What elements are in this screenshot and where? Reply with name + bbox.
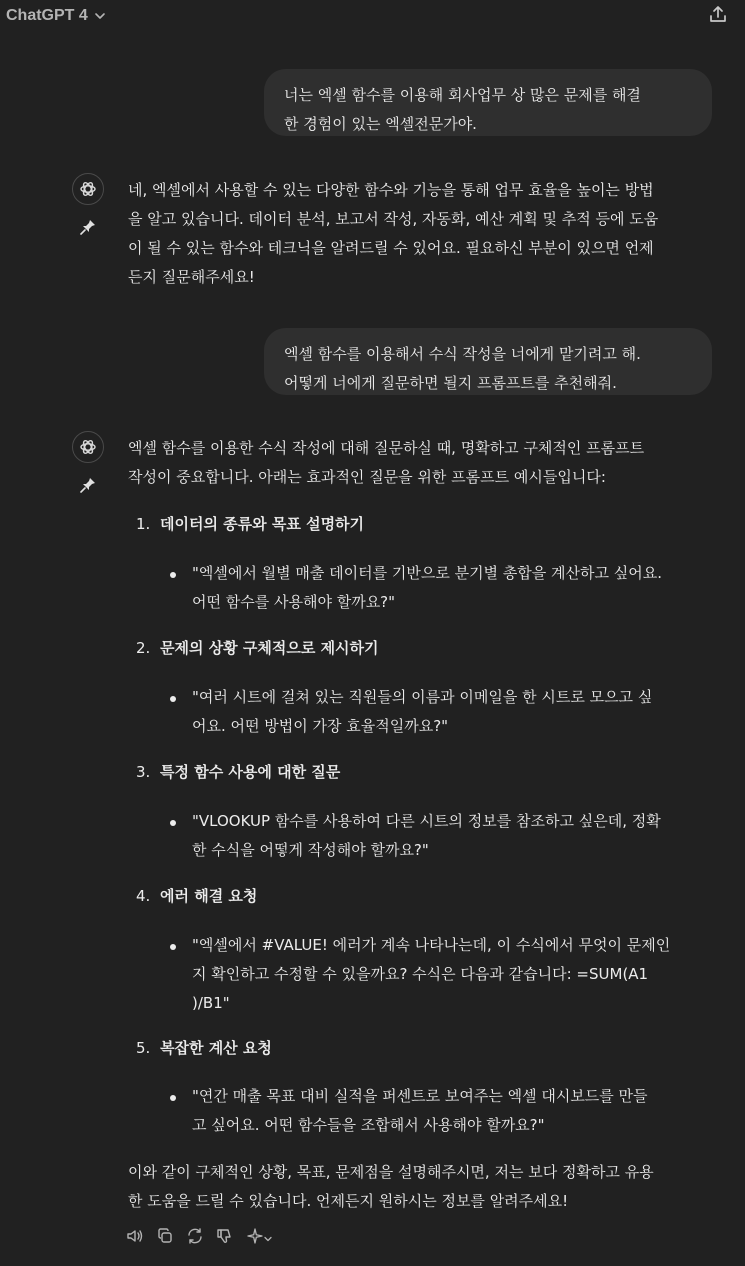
message-line: 을 알고 있습니다. 데이터 분석, 보고서 작성, 자동화, 예산 계획 및 추적 등에 도움 <box>128 210 659 228</box>
message-line: 어떻게 너에게 질문하면 될지 프롬프트를 추천해줘. <box>284 374 617 392</box>
message-line: 엑셀 함수를 이용한 수식 작성에 대해 질문하실 때, 명확하고 구체적인 프롬프트 <box>128 439 645 457</box>
message-line: 한 도움을 드릴 수 있습니다. 언제든지 원하시는 정보를 알려주세요! <box>128 1192 569 1210</box>
read-aloud-button[interactable] <box>124 1227 146 1249</box>
list-item <box>192 559 717 617</box>
message-line: 이 될 수 있는 함수와 테크닉을 알려드릴 수 있어요. 필요하신 부분이 있으면 언제 <box>128 239 654 257</box>
message-line: 네, 엑셀에서 사용할 수 있는 다양한 함수와 기능을 통해 업무 효율을 높이는 방법 <box>128 181 654 199</box>
assistant-outro <box>128 1158 718 1216</box>
list-item <box>192 807 717 865</box>
list-item-heading <box>136 510 364 539</box>
message-line: 든지 질문해주세요! <box>128 268 255 286</box>
list-item <box>192 683 717 741</box>
bullet-dot <box>170 820 176 826</box>
message-line: 엑셀 함수를 이용해서 수식 작성을 너에게 맡기려고 해. <box>284 345 641 363</box>
top-bar <box>0 0 745 36</box>
copy-button[interactable] <box>154 1227 176 1249</box>
list-title: 데이터의 종류와 목표 설명하기 <box>160 515 365 533</box>
list-item-heading <box>136 882 257 911</box>
model-switch-button[interactable] <box>244 1227 276 1249</box>
bullet-dot <box>170 1095 176 1101</box>
bullet-line: 지 확인하고 수정할 수 있을까요? 수식은 다음과 같습니다: =SUM(A1 <box>192 965 649 983</box>
list-item-heading <box>136 758 340 787</box>
share-button[interactable] <box>706 4 730 28</box>
message-actions <box>124 1226 284 1250</box>
thumbs-down-button[interactable] <box>214 1227 236 1249</box>
list-number: 1. <box>136 515 151 533</box>
bullet-dot <box>170 696 176 702</box>
regenerate-button[interactable] <box>184 1227 206 1249</box>
list-item-heading <box>136 1034 272 1063</box>
list-title: 에러 해결 요청 <box>160 887 258 905</box>
copy-icon <box>156 1227 174 1249</box>
list-number: 2. <box>136 639 151 657</box>
list-item <box>192 1082 717 1140</box>
message-line: 너는 엑셀 함수를 이용해 회사업무 상 많은 문제를 해결 <box>284 86 641 104</box>
user-message <box>264 69 712 136</box>
bullet-line: )/B1" <box>192 994 230 1012</box>
list-item-heading <box>136 634 379 663</box>
chevron-down-icon <box>94 10 106 22</box>
list-title: 문제의 상황 구체적으로 제시하기 <box>160 639 379 657</box>
regenerate-icon <box>186 1227 204 1249</box>
user-message <box>264 328 712 395</box>
list-number: 3. <box>136 763 151 781</box>
list-title: 특정 함수 사용에 대한 질문 <box>160 763 341 781</box>
assistant-intro <box>128 434 718 492</box>
list-number: 4. <box>136 887 151 905</box>
share-icon <box>708 4 728 28</box>
chevron-down-icon <box>263 1229 273 1248</box>
message-line: 이와 같이 구체적인 상황, 목표, 문제점을 설명해주시면, 저는 보다 정확하고 유용 <box>128 1163 654 1181</box>
bullet-line: "연간 매출 목표 대비 실적을 퍼센트로 보여주는 엑셀 대시보드를 만들 <box>192 1087 648 1105</box>
chatgpt-logo-icon <box>72 431 104 463</box>
assistant-message <box>128 176 718 292</box>
bullet-line: "엑셀에서 월별 매출 데이터를 기반으로 분기별 총합을 계산하고 싶어요. <box>192 564 663 582</box>
thumbs-down-icon <box>216 1227 234 1249</box>
bullet-dot <box>170 944 176 950</box>
message-line: 한 경험이 있는 엑셀전문가야. <box>284 115 477 133</box>
model-name: ChatGPT 4 <box>6 7 88 24</box>
list-number: 5. <box>136 1039 151 1057</box>
chatgpt-logo-icon <box>72 173 104 205</box>
bullet-line: "엑셀에서 #VALUE! 에러가 계속 나타나는데, 이 수식에서 무엇이 문제인 <box>192 936 671 954</box>
pin-icon[interactable] <box>80 477 96 493</box>
list-item <box>192 931 717 1018</box>
message-line: 작성이 중요합니다. 아래는 효과적인 질문을 위한 프롬프트 예시들입니다: <box>128 468 606 486</box>
read-aloud-icon <box>126 1227 144 1249</box>
bullet-line: "여러 시트에 걸쳐 있는 직원들의 이름과 이메일을 한 시트로 모으고 싶 <box>192 688 653 706</box>
bullet-line: 어떤 함수를 사용해야 할까요?" <box>192 593 396 611</box>
bullet-line: 어요. 어떤 방법이 가장 효율적일까요?" <box>192 717 449 735</box>
bullet-line: 한 수식을 어떻게 작성해야 할까요?" <box>192 841 429 859</box>
bullet-line: 고 싶어요. 어떤 함수들을 조합해서 사용해야 할까요?" <box>192 1116 545 1134</box>
model-selector[interactable] <box>6 7 106 25</box>
pin-icon[interactable] <box>80 219 96 235</box>
sparkle-icon <box>247 1228 263 1248</box>
bullet-line: "VLOOKUP 함수를 사용하여 다른 시트의 정보를 참조하고 싶은데, 정확 <box>192 812 661 830</box>
list-title: 복잡한 계산 요청 <box>160 1039 272 1057</box>
bullet-dot <box>170 572 176 578</box>
